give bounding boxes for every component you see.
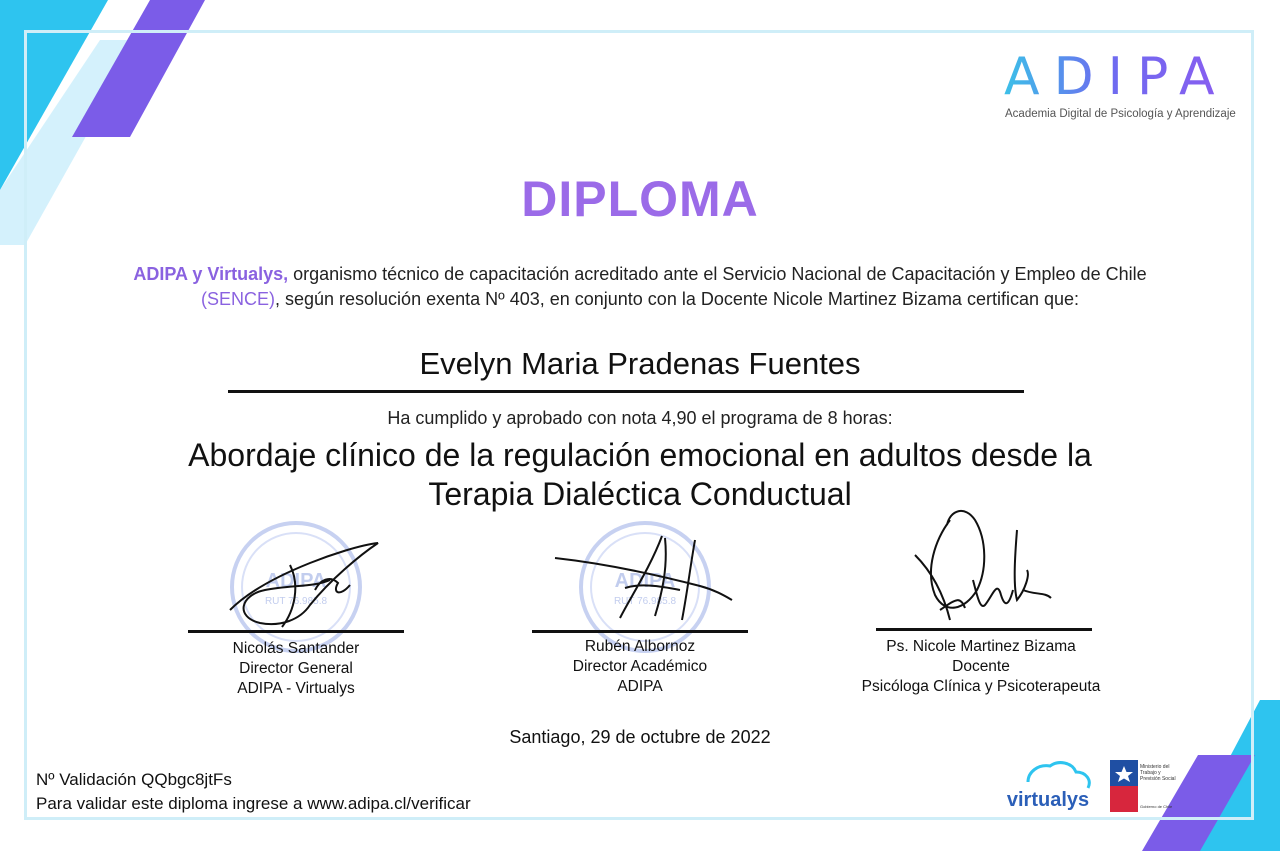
svg-text:Ministerio del: Ministerio del [1140,764,1170,770]
virtualys-wordmark: virtualys [1006,789,1090,811]
signatory-1 [188,630,404,699]
svg-text:Gobierno de Chile: Gobierno de Chile [1140,804,1173,809]
intro-text-1: organismo técnico de capacitación acreditado ante el Servicio Nacional de Capacitación y Empleo de Chile [288,264,1147,284]
signatory-2 [532,630,748,697]
signature-line [188,630,404,633]
signatory-org: ADIPA [617,678,663,695]
place-and-date: Santiago, 29 de octubre de 2022 [509,727,771,747]
recipient-name: Evelyn Maria Pradenas Fuentes [419,346,861,381]
signatory-role: Director General [239,660,353,677]
logo-wordmark: ADIPA [1004,47,1229,107]
svg-text:Trabajo y: Trabajo y [1140,770,1161,776]
validation-label: Nº Validación [36,770,137,789]
signature-3 [905,500,1065,630]
stamp-text: ADIPA [614,570,676,592]
stamp-rut: RUT 76.985.8 [264,596,328,607]
signature-1 [220,535,390,635]
org-names: ADIPA y Virtualys, [133,264,289,284]
page-title: DIPLOMA [521,171,759,227]
adipa-logo [1000,48,1240,128]
signatory-name: Rubén Albornoz [584,638,696,655]
signatory-3 [850,628,1112,697]
validation-info [36,768,471,816]
signatory-name: Ps. Nicole Martinez Bizama [886,638,1076,655]
svg-text:Previsión Social: Previsión Social [1140,776,1176,782]
logo-subtitle: Academia Digital de Psicología y Aprendizaje [1005,108,1236,120]
signatory-role: Docente [952,658,1010,675]
signature-line [876,628,1092,631]
signature-2 [550,528,740,628]
validation-code: QQbgc8jtFs [141,770,232,789]
intro-text-2: , según resolución exenta Nº 403, en conjunto con la Docente Nicole Martinez Bizama certifican que: [274,289,1080,309]
signatory-name: Nicolás Santander [232,640,360,657]
signatory-org: ADIPA - Virtualys [237,680,355,697]
stamp-rut: RUT 76.985.8 [613,596,677,607]
stamp-text: ADIPA [265,570,327,592]
program-title: Abordaje clínico de la regulación emocional en adultos desde la Terapia Dialéctica Conductual [188,437,1092,512]
signatory-role: Director Académico [572,658,708,675]
signatory-org: Psicóloga Clínica y Psicoterapeuta [861,678,1101,695]
gobierno-logo [1110,760,1176,817]
cloud-icon [1028,763,1089,788]
recipient-underline [228,390,1024,393]
validation-instructions: Para validar este diploma ingrese a www.adipa.cl/verificar [36,794,471,813]
intro-paragraph [110,262,1170,312]
approval-text: Ha cumplido y aprobado con nota 4,90 el programa de 8 horas: [387,408,893,428]
signature-line [532,630,748,633]
virtualys-logo [998,760,1098,817]
sence-label: (SENCE) [200,289,275,309]
